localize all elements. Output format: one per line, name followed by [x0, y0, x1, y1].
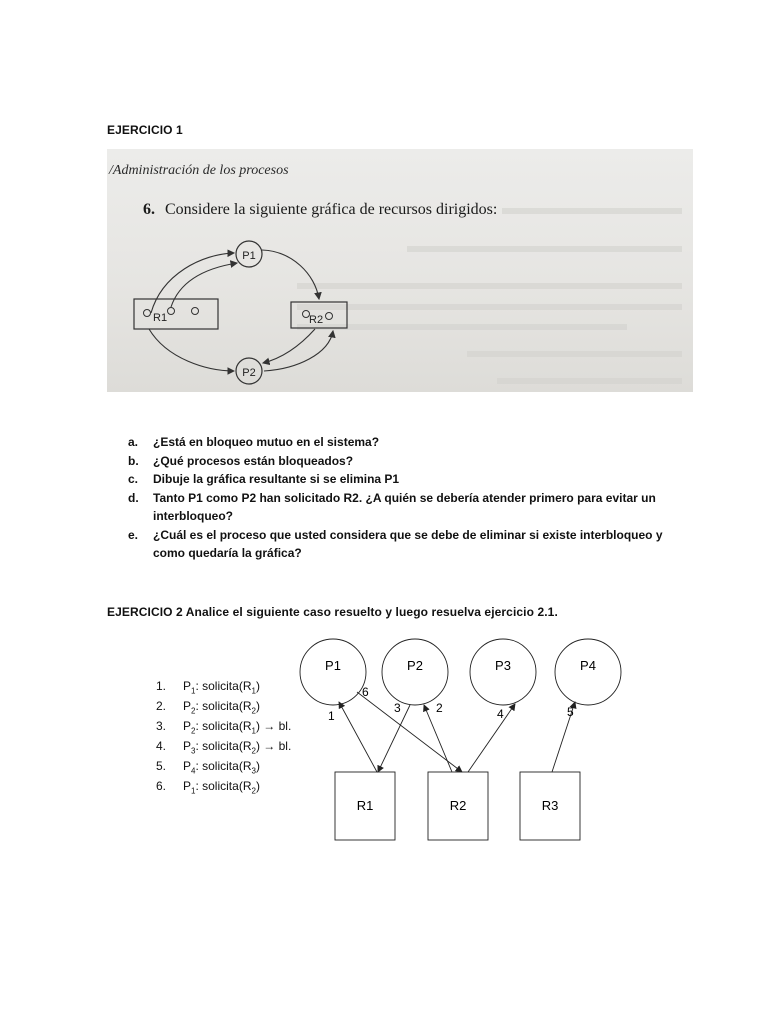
- r2-label: R2: [309, 314, 324, 326]
- resource-label: R3: [541, 798, 559, 813]
- list-item: c. Dibuje la gráfica resultante si se elimina P1: [128, 472, 400, 486]
- step-item: 4. $P_3$: $solicita(R_2)$ → bl.: [156, 739, 292, 756]
- process-label: P1: [325, 658, 341, 673]
- step-item: 5. $P_4$: $solicita(R_3)$: [156, 759, 260, 776]
- step-item: 1. $P_1$: $solicita(R_1)$: [156, 679, 260, 696]
- graph-edge: [339, 702, 377, 772]
- step-item: 2. $P_2$: $solicita(R_2)$: [156, 699, 260, 716]
- edge-label: 6: [362, 685, 369, 699]
- edge-label: 1: [328, 709, 335, 723]
- request-steps: [156, 676, 291, 796]
- edge-label: 3: [394, 701, 401, 715]
- graph-edge: [468, 704, 515, 772]
- graph-edge: [378, 705, 410, 772]
- graph-edge: [424, 705, 452, 772]
- step-item: 6. $P_1$: $solicita(R_2)$: [156, 779, 260, 796]
- graph-edge: [357, 692, 462, 772]
- p2-label: P2: [242, 367, 256, 379]
- textbook-photo: [107, 149, 693, 392]
- process-label: P4: [580, 658, 596, 673]
- question-list: [125, 433, 665, 563]
- r1-node: [134, 299, 218, 329]
- question-number: 6.: [143, 201, 155, 218]
- list-item: a. ¿Está en bloqueo mutuo en el sistema?: [128, 435, 380, 449]
- edge-label: 5: [567, 705, 574, 719]
- resource-label: R1: [356, 798, 374, 813]
- resource-graph-2: [290, 632, 630, 844]
- resource-label: R2: [449, 798, 467, 813]
- edge-label: 4: [497, 707, 504, 721]
- resource-allocation-graph: [107, 149, 693, 392]
- process-label: P2: [407, 658, 423, 673]
- exercise-2-title: EJERCICIO 2 Analice el siguiente caso resuelto y luego resuelva ejercicio 2.1.: [107, 605, 558, 619]
- question-text: Considere la siguiente gráfica de recursos dirigidos:: [165, 201, 498, 218]
- list-item: e. ¿Cuál es el proceso que usted considera que se debe de eliminar si existe interbloqueo y como quedaría la gráfica?: [128, 527, 663, 560]
- exercise-1-title: EJERCICIO 1: [107, 123, 183, 137]
- step-item: 3. $P_2$: $solicita(R_1)$ → bl.: [156, 719, 292, 736]
- list-item: d. Tanto P1 como P2 han solicitado R2. ¿A quién se debería atender primero para evitar un interbloqueo?: [128, 490, 656, 523]
- book-header: /Administración de los procesos: [109, 163, 289, 178]
- p1-label: P1: [242, 250, 256, 262]
- edge-label: 2: [436, 701, 443, 715]
- r1-label: R1: [153, 312, 168, 324]
- list-item: b. ¿Qué procesos están bloqueados?: [128, 453, 354, 468]
- process-label: P3: [495, 658, 511, 673]
